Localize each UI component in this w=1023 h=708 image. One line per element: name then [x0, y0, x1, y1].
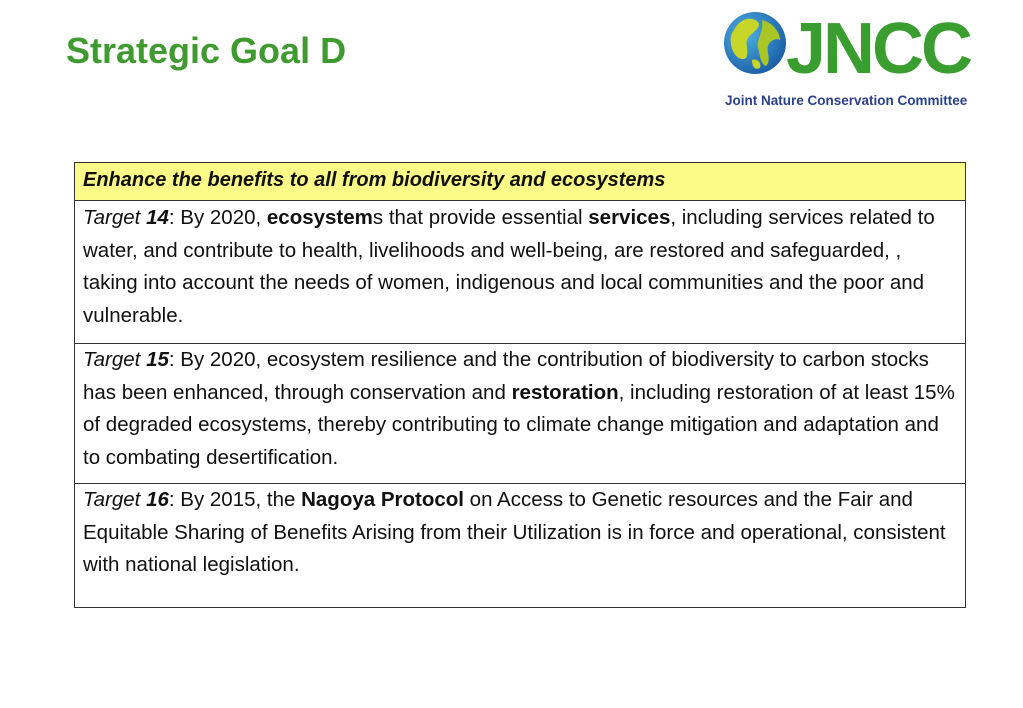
target-keyword: services — [588, 206, 671, 229]
target-text: s that provide essential — [372, 206, 589, 229]
target-text: By 2015, the — [180, 488, 302, 511]
target-separator: : — [168, 206, 181, 229]
table-header: Enhance the benefits to all from biodiversity and ecosystems — [75, 163, 965, 200]
target-text: By 2020, — [180, 206, 267, 229]
target-number: 14 — [146, 206, 169, 229]
slide-title: Strategic Goal D — [66, 30, 347, 71]
target-text: , including services related to water, and contribute to health, livelihoods and well-being, are restored and safeguarded, , taking into account the needs of women, indigenous and local communities and the poor and vulnerable. — [83, 206, 935, 327]
jncc-logo — [722, 10, 1012, 110]
target-label: Target — [83, 488, 147, 511]
target-14-cell — [75, 200, 965, 343]
target-keyword: ecosystem — [266, 206, 373, 229]
target-keyword: restoration — [511, 380, 619, 404]
target-16-cell — [75, 483, 965, 607]
logo-wordmark: JNCC — [786, 9, 971, 89]
target-label: Target — [83, 206, 147, 229]
target-number: 15 — [146, 348, 169, 371]
target-separator: : — [168, 348, 181, 371]
globe-icon — [722, 10, 788, 76]
target-keyword: Nagoya Protocol — [301, 488, 464, 511]
target-text: on Access to Genetic resources and the Fair and Equitable Sharing of Benefits Arising from their Utilization is in force and operational, consistent with national legislation. — [83, 488, 946, 577]
target-15-cell — [75, 343, 965, 483]
goal-table — [74, 162, 966, 608]
target-number: 16 — [146, 488, 169, 511]
target-label: Target — [83, 348, 147, 371]
target-text: By 2020, ecosystem resilience and the contribution of biodiversity to carbon stocks has been enhanced, through conservation and — [83, 348, 929, 404]
target-text: , including restoration of at least 15% of degraded ecosystems, thereby contributing to climate change mitigation and adaptation and to combating desertification. — [83, 380, 955, 469]
logo-subtitle: Joint Nature Conservation Committee — [725, 93, 968, 108]
target-separator: : — [168, 488, 181, 511]
